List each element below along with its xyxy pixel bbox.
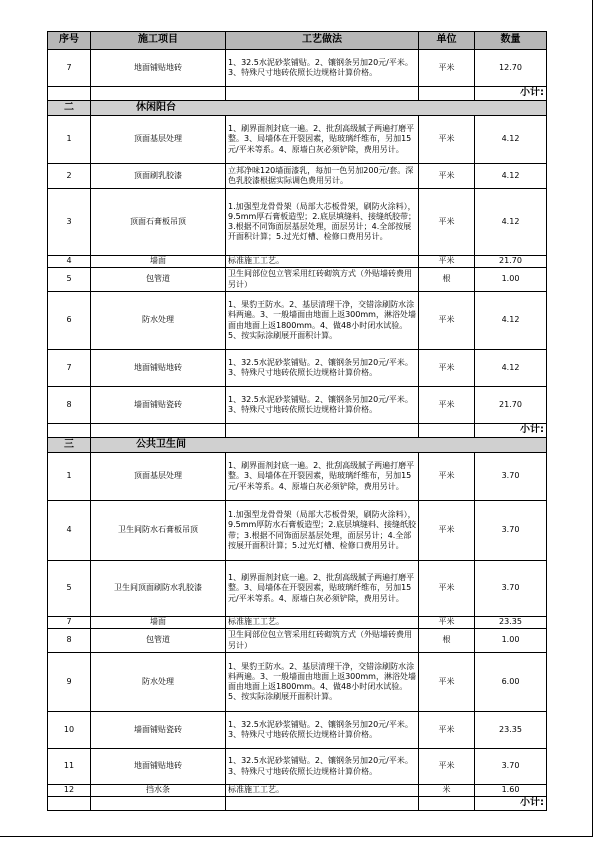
header-process: 工艺做法 [226,32,419,50]
row-process: 1.加强型龙骨骨架（局部大芯板骨架，刷防火涂料），9.5mm厚防水石膏板造型；2.底层填缝料、接缝纸胶带；3.根据不同饰面层基层处理，面层另计；4.全部按展开面积计算；5.过光灯槽、检修口费用另计。 [226,501,419,561]
row-process: 立邦净味120墙面漆乳，每加一色另加200元/套。深色乳胶漆根据实际调色费用另计。 [226,164,419,189]
row-qty: 1.00 [475,629,547,653]
row-no: 10 [48,712,91,749]
row-unit: 平米 [419,749,475,785]
row-item: 顶面石膏板吊顶 [91,189,226,256]
table-row [48,617,547,629]
row-no: 3 [48,189,91,256]
row-unit: 平米 [419,256,475,268]
row-unit: 平米 [419,50,475,87]
table-row [48,453,547,501]
row-process: 1、32.5水泥砂浆铺贴。2、镶钢条另加20元/平米。3、特殊尺寸地砖依照长边规格计算价格。 [226,350,419,387]
table-row [48,387,547,424]
row-qty: 21.70 [475,387,547,424]
row-item: 卫生间防水石膏板吊顶 [91,501,226,561]
table-row [48,785,547,797]
row-no: 1 [48,116,91,164]
row-qty: 1.60 [475,785,547,797]
table-row [48,561,547,617]
table-row [48,350,547,387]
row-process: 标准施工工艺。 [226,617,419,629]
row-qty: 4.12 [475,350,547,387]
row-no: 4 [48,501,91,561]
row-unit: 平米 [419,350,475,387]
row-no: 6 [48,292,91,350]
row-qty: 21.70 [475,256,547,268]
row-unit: 平米 [419,617,475,629]
row-unit: 平米 [419,561,475,617]
subtotal-row [48,797,547,811]
row-process: 1、32.5水泥砂浆铺贴。2、镶钢条另加20元/平米。3、特殊尺寸地砖依照长边规格计算价格。 [226,749,419,785]
row-item: 挡水条 [91,785,226,797]
row-no: 7 [48,617,91,629]
row-process: 标准施工工艺。 [226,256,419,268]
row-qty: 12.70 [475,50,547,87]
row-process: 1、刷界面剂封底一遍。2、批刮高级腻子两遍打磨平整。3、局墙体在开裂因素，贴玻璃纤维布，另加15元/平米等系。4、原墙白灰必须铲除，费用另计。 [226,116,419,164]
section-header [48,438,547,453]
row-qty: 23.35 [475,712,547,749]
row-item: 防水处理 [91,653,226,712]
table-row [48,712,547,749]
table-row [48,501,547,561]
row-process: 卫生间部位包立管采用红砖砌筑方式（外贴墙砖费用另计） [226,629,419,653]
table-row [48,268,547,292]
row-item: 卫生间顶面刷防水乳胶漆 [91,561,226,617]
row-item: 防水处理 [91,292,226,350]
subtotal-label: 小计: [475,797,547,811]
row-process: 1、果豹王防水。2、基层清理干净，交错涂刷防水涂料两遍。3、一般墙面由地面上返300mm，淋浴处墙面由地面上返1800mm。4、做48小时闭水试验。5、按实际涂刷展开面积计算。 [226,292,419,350]
table-row [48,116,547,164]
row-unit: 平米 [419,189,475,256]
row-no: 12 [48,785,91,797]
table-row [48,629,547,653]
row-qty: 6.00 [475,653,547,712]
row-no: 5 [48,561,91,617]
row-no: 7 [48,350,91,387]
row-unit: 平米 [419,164,475,189]
section-number: 三 [48,438,91,453]
row-process: 1、刷界面剂封底一遍。2、批刮高级腻子两遍打磨平整。3、局墙体在开裂因素，贴玻璃纤维布，另加15元/平米等系。4、原墙白灰必须铲除，费用另计。 [226,453,419,501]
table-row [48,292,547,350]
row-process: 标准施工工艺。 [226,785,419,797]
row-qty: 4.12 [475,164,547,189]
table-row [48,50,547,87]
subtotal-label: 小计: [475,87,547,101]
row-item: 顶面刷乳胶漆 [91,164,226,189]
row-process: 1、果豹王防水。2、基层清理干净，交错涂刷防水涂料两遍。3、一般墙面由地面上返300mm，淋浴处墙面由地面上返1800mm。4、做48小时闭水试验。5、按实际涂刷展开面积计算。 [226,653,419,712]
row-unit: 平米 [419,501,475,561]
subtotal-row [48,424,547,438]
row-qty: 4.12 [475,116,547,164]
row-unit: 米 [419,785,475,797]
row-unit: 根 [419,629,475,653]
section-title: 休闲阳台 [91,101,547,116]
row-item: 地面铺贴地砖 [91,50,226,87]
row-item: 顶面基层处理 [91,116,226,164]
row-process: 1、32.5水泥砂浆铺贴。2、镶钢条另加20元/平米。3、特殊尺寸地砖依照长边规格计算价格。 [226,50,419,87]
row-qty: 4.12 [475,292,547,350]
section-header [48,101,547,116]
row-unit: 平米 [419,712,475,749]
row-unit: 平米 [419,453,475,501]
row-unit: 平米 [419,653,475,712]
row-item: 地面铺贴地砖 [91,350,226,387]
header-unit: 单位 [419,32,475,50]
row-qty: 4.12 [475,189,547,256]
row-unit: 平米 [419,292,475,350]
row-qty: 1.00 [475,268,547,292]
header-item: 施工项目 [91,32,226,50]
row-no: 9 [48,653,91,712]
header-row [48,32,547,50]
table-row [48,256,547,268]
row-item: 墙面 [91,256,226,268]
row-no: 7 [48,50,91,87]
row-no: 2 [48,164,91,189]
row-item: 地面铺贴地砖 [91,749,226,785]
row-process: 1、32.5水泥砂浆铺贴。2、镶钢条另加20元/平米。3、特殊尺寸地砖依照长边规格计算价格。 [226,387,419,424]
row-process: 1、32.5水泥砂浆铺贴。2、镶钢条另加20元/平米。3、特殊尺寸地砖依照长边规格计算价格。 [226,712,419,749]
row-unit: 平米 [419,116,475,164]
table-row [48,189,547,256]
row-process: 1、刷界面剂封底一遍。2、批刮高级腻子两遍打磨平整。3、局墙体在开裂因素，贴玻璃纤维布，另加15元/平米等系。4、原墙白灰必须铲除，费用另计。 [226,561,419,617]
row-item: 包管道 [91,268,226,292]
section-title: 公共卫生间 [91,438,547,453]
row-item: 墙面 [91,617,226,629]
row-qty: 3.70 [475,749,547,785]
header-qty: 数量 [475,32,547,50]
row-item: 包管道 [91,629,226,653]
row-item: 顶面基层处理 [91,453,226,501]
row-no: 5 [48,268,91,292]
quotation-table [47,31,547,811]
subtotal-label: 小计: [475,424,547,438]
row-no: 8 [48,387,91,424]
table-row [48,164,547,189]
row-qty: 3.70 [475,501,547,561]
row-process: 卫生间部位包立管采用红砖砌筑方式（外贴墙砖费用另计） [226,268,419,292]
table-row [48,653,547,712]
row-no: 4 [48,256,91,268]
header-no: 序号 [48,32,91,50]
row-unit: 根 [419,268,475,292]
row-no: 11 [48,749,91,785]
row-qty: 3.70 [475,561,547,617]
row-process: 1.加强型龙骨骨架（局部大芯板骨架，刷防火涂料），9.5mm厚石膏板造型；2.底层填缝料、接缝纸胶带；3.根据不同饰面层基层处理，面层另计；4.全部按展开面积计算；5.过光灯槽、检修口费用另计。 [226,189,419,256]
row-qty: 3.70 [475,453,547,501]
row-unit: 平米 [419,387,475,424]
row-no: 8 [48,629,91,653]
row-item: 墙面铺贴瓷砖 [91,712,226,749]
section-number: 二 [48,101,91,116]
row-qty: 23.35 [475,617,547,629]
subtotal-row [48,87,547,101]
row-no: 1 [48,453,91,501]
table-row [48,749,547,785]
row-item: 墙面铺贴瓷砖 [91,387,226,424]
